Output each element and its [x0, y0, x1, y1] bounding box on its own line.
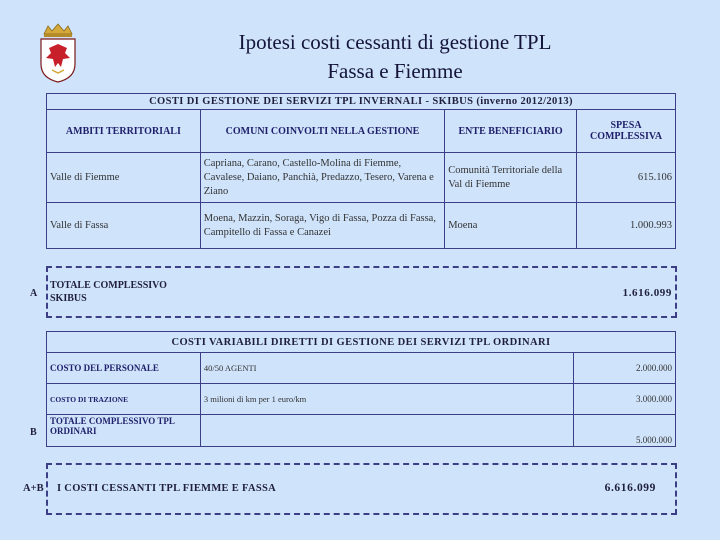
cost-detail-cell	[200, 415, 573, 447]
cost-value-cell: 3.000.000	[574, 384, 676, 415]
title-line-2: Fassa e Fiemme	[327, 59, 463, 83]
spesa-cell: 1.000.993	[577, 203, 676, 249]
total-a-label: TOTALE COMPLESSIVO SKIBUS	[50, 280, 167, 304]
ambito-cell: Valle di Fassa	[47, 203, 201, 249]
title-line-1: Ipotesi costi cessanti di gestione TPL	[238, 30, 552, 54]
comuni-cell: Moena, Mazzin, Soraga, Vigo di Fassa, Pozza di Fassa, Campitello di Fassa e Canazei	[200, 203, 444, 249]
table-row	[47, 203, 676, 249]
col-header-spesa: SPESA COMPLESSIVA	[577, 110, 676, 153]
skibus-costs-table	[46, 93, 676, 249]
cost-label-cell: TOTALE COMPLESSIVO TPL ORDINARI	[47, 415, 201, 447]
ordinary-costs-table	[46, 331, 676, 447]
table-row	[47, 353, 676, 384]
col-header-ente: ENTE BENEFICIARIO	[445, 110, 577, 153]
total-b-letter: B	[30, 427, 37, 438]
ordinary-table-header: COSTI VARIABILI DIRETTI DI GESTIONE DEI SERVIZI TPL ORDINARI	[47, 332, 676, 353]
cost-label-cell: COSTO DEL PERSONALE	[47, 353, 201, 384]
col-header-comuni: COMUNI COINVOLTI NELLA GESTIONE	[200, 110, 444, 153]
total-ab-letter: A+B	[23, 483, 44, 494]
cost-value-cell: 5.000.000	[574, 415, 676, 447]
page-title	[150, 28, 640, 86]
table-row	[47, 384, 676, 415]
skibus-table-header: COSTI DI GESTIONE DEI SERVIZI TPL INVERNALI - SKIBUS (inverno 2012/2013)	[47, 94, 676, 110]
cost-detail-cell: 3 milioni di km per 1 euro/km	[200, 384, 573, 415]
total-ab-label: I COSTI CESSANTI TPL FIEMME E FASSA	[57, 483, 276, 494]
ente-cell: Moena	[445, 203, 577, 249]
cost-detail-cell: 40/50 AGENTI	[200, 353, 573, 384]
ente-cell: Comunità Territoriale della Val di Fiemme	[445, 153, 577, 203]
total-a-letter: A	[30, 288, 38, 299]
table-row	[47, 415, 676, 447]
table-row	[47, 153, 676, 203]
coat-of-arms-logo	[38, 22, 78, 84]
cost-label-cell: COSTO DI TRAZIONE	[47, 384, 201, 415]
col-header-ambiti: AMBITI TERRITORIALI	[47, 110, 201, 153]
comuni-cell: Capriana, Carano, Castello-Molina di Fiemme, Cavalese, Daiano, Panchià, Predazzo, Tesero, Varena e Ziano	[200, 153, 444, 203]
ambito-cell: Valle di Fiemme	[47, 153, 201, 203]
spesa-cell: 615.106	[577, 153, 676, 203]
cost-value-cell: 2.000.000	[574, 353, 676, 384]
total-ab-value: 6.616.099	[604, 482, 656, 494]
total-a-value: 1.616.099	[622, 287, 672, 299]
